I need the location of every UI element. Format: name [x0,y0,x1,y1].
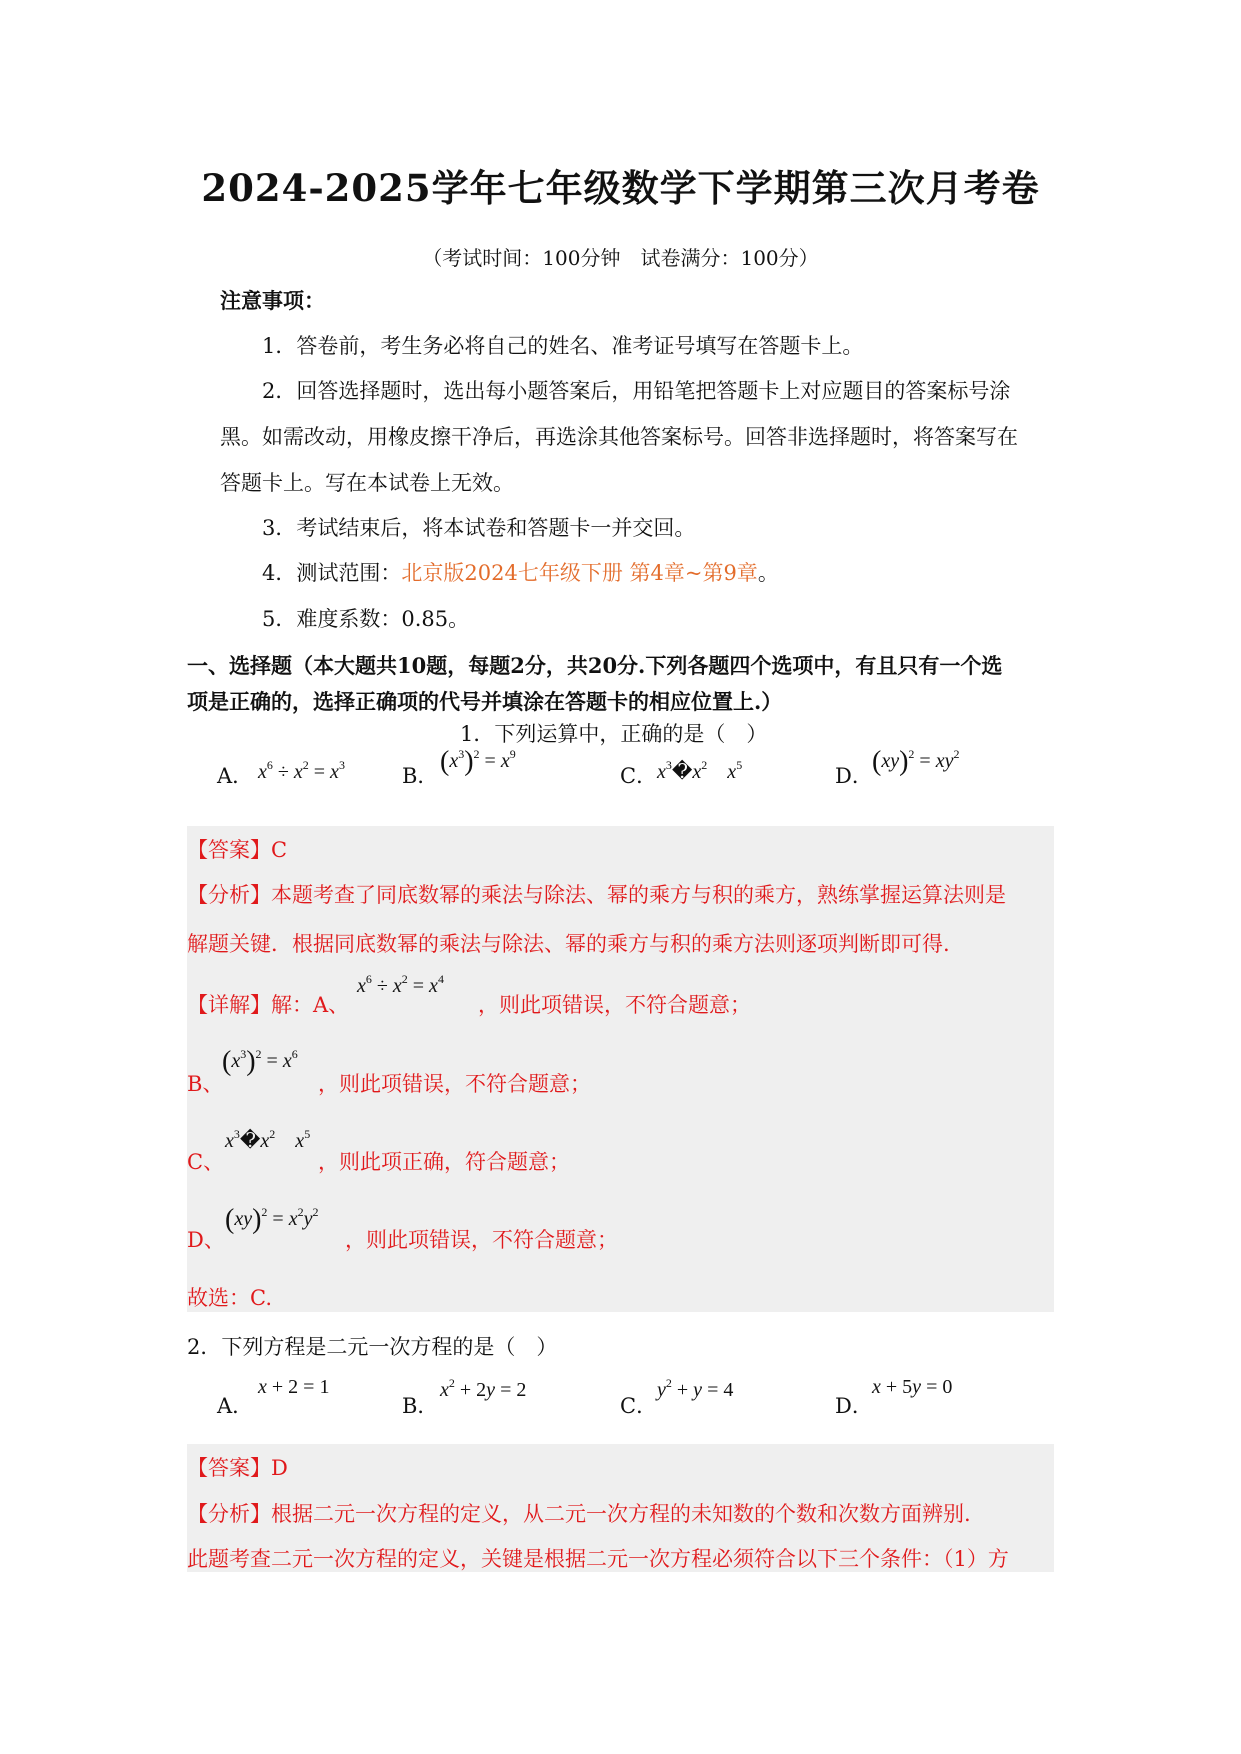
q2-analysis: 【分析】根据二元一次方程的定义，从二元一次方程的未知数的个数和次数方面辨别. [187,1502,971,1526]
q1-detail-a-text: ，则此项错误，不符合题意； [478,993,751,1017]
q1-option-c-label: C． [620,764,658,788]
q2-option-c-formula: $y^2 + y = 4$ [657,1376,734,1401]
notice-item-3: 3．考试结束后，将本试卷和答题卡一并交回。 [262,516,696,540]
q1-option-b-label: B． [402,764,439,788]
section-heading: 一、选择题（本大题共10题，每题2分，共20分.下列各题四个选项中，有且只有一个选 [187,653,1003,678]
section-heading-cont: 项是正确的，选择正确项的代号并填涂在答题卡的相应位置上.） [187,689,783,714]
q1-option-c-formula: $x^3�x^2$ $x^5$ [657,758,743,783]
notice-item-4: 4．测试范围：北京版2024七年级下册 第4章~第9章。 [262,561,779,585]
q1-answer: 【答案】C [187,838,288,862]
q1-option-d-formula: $(xy)^2 = xy^2$ [872,746,960,777]
notice-item-5: 5．难度系数：0.85。 [262,607,470,631]
q2-option-c-label: C． [620,1394,658,1418]
q2-option-a-formula: x + 2 = 1 [258,1376,330,1398]
q2-option-a-label: A． [217,1394,254,1418]
q1-detail-c-prefix: C、 [187,1150,225,1174]
q1-detail-b-text: ，则此项错误，不符合题意； [318,1072,591,1096]
notice-item-2: 2．回答选择题时，选出每小题答案后，用铅笔把答题卡上对应题目的答案标号涂 [262,379,1011,403]
q2-option-b-label: B． [402,1394,439,1418]
q1-conclusion: 故选：C. [187,1286,272,1310]
test-range: 北京版2024七年级下册 第4章~第9章 [401,561,758,585]
q1-analysis-cont: 解题关键．根据同底数幂的乘法与除法、幂的乘方与积的乘方法则逐项判断即可得. [187,932,950,956]
notice-item-2-cont: 黑。如需改动，用橡皮擦干净后，再选涂其他答案标号。回答非选择题时，将答案写在 [220,425,1018,449]
q1-detail-a-formula: $x^6 \div x^2 = x^4$ [357,972,444,997]
page-title: 2024-2025学年七年级数学下学期第三次月考卷 [201,166,1040,210]
q2-option-d-label: D． [835,1394,873,1418]
notice-heading: 注意事项： [220,288,325,313]
q1-option-a-label: A． [217,764,254,788]
q2-option-b-formula: $x^2 + 2y = 2$ [440,1376,527,1401]
q1-detail-c-text: ，则此项正确，符合题意； [318,1150,570,1174]
q2-answer: 【答案】D [187,1456,288,1480]
q2-analysis-cont: 此题考查二元一次方程的定义，关键是根据二元一次方程必须符合以下三个条件：（1）方 [187,1547,1009,1571]
q1-detail-d-text: ，则此项错误，不符合题意； [345,1228,618,1252]
q1-detail-d-prefix: D、 [187,1228,225,1252]
q1-detail-c-formula: $x^3�x^2$ $x^5$ [225,1127,311,1152]
q1-option-b-formula: $(x^3)^2 = x^9$ [440,746,516,777]
question-2-stem: 2．下列方程是二元一次方程的是（ ） [187,1335,558,1359]
exam-info: （考试时间：100分钟 试卷满分：100分） [422,246,819,270]
q1-detail-a-prefix: 【详解】解：A、 [187,993,350,1017]
q2-option-d-formula: x + 5y = 0 [872,1376,953,1398]
q1-detail-d-formula: $(xy)^2 = x^2y^2$ [225,1204,319,1235]
q1-option-a-formula: $x^6 \div x^2 = x^3$ [258,758,345,783]
notice-item-2-cont2: 答题卡上。写在本试卷上无效。 [220,471,514,495]
q1-option-d-label: D． [835,764,873,788]
notice-item-1: 1．答卷前，考生务必将自己的姓名、准考证号填写在答题卡上。 [262,334,864,358]
q1-detail-b-prefix: B、 [187,1072,224,1096]
question-1-stem: 1．下列运算中，正确的是（ ） [460,722,768,746]
q1-analysis: 【分析】本题考查了同底数幂的乘法与除法、幂的乘方与积的乘方，熟练掌握运算法则是 [187,883,1006,907]
q1-detail-b-formula: $(x^3)^2 = x^6$ [222,1046,298,1077]
